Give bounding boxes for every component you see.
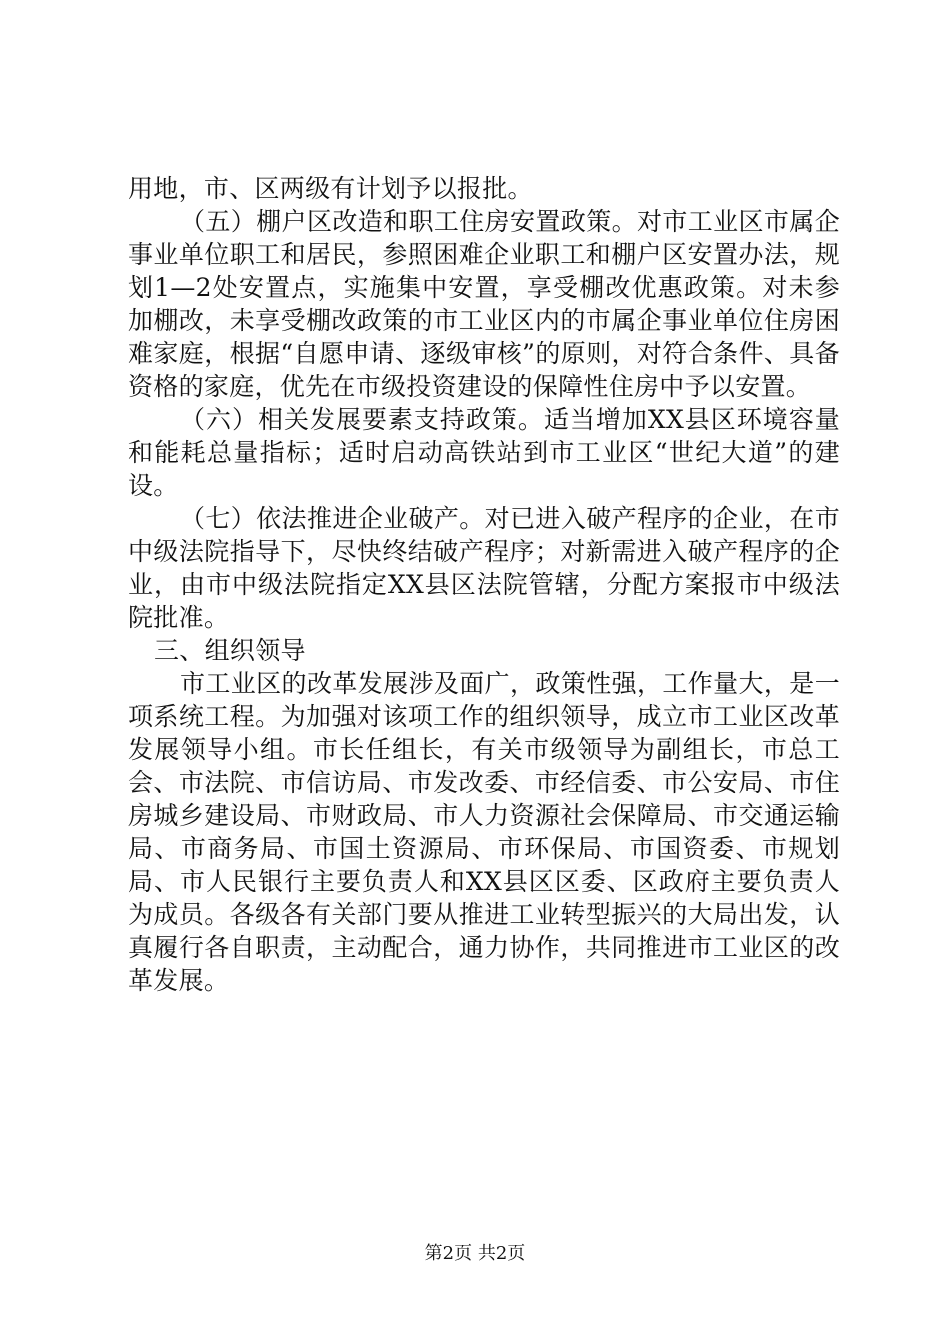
paragraph-organization: 市工业区的改革发展涉及面广，政策性强，工作量大，是一项系统工程。为加强对该项工作的组织领导，成立市工业区改革发展领导小组。市长任组长，有关市级领导为副组长，市总工会、市法院、市信访局、市发改委、市经信委、市公安局、市住房城乡建设局、市财政局、市人力资源社会保障局、市交通运输局、市商务局、市国土资源局、市环保局、市国资委、市规划局、市人民银行主要负责人和XX县区区委、区政府主要负责人为成员。各级各有关部门要从推进工业转型振兴的大局出发，认真履行各自职责，主动配合，通力协作，共同推进市工业区的改革发展。	[128, 669, 840, 995]
paragraph-section-7: （七）依法推进企业破产。对已进入破产程序的企业，在市中级法院指导下，尽快终结破产程序；对新需进入破产程序的企业，由市中级法院指定XX县区法院管辖，分配方案报市中级法院批准。	[128, 504, 840, 632]
paragraph-continuation: 用地，市、区两级有计划予以报批。	[128, 174, 533, 203]
page-number-footer: 第2页 共2页	[424, 1243, 526, 1264]
paragraph-section-5: （五）棚户区改造和职工住房安置政策。对市工业区市属企事业单位职工和居民，参照困难企业职工和棚户区安置办法，规划1—2处安置点，实施集中安置，享受棚改优惠政策。对未参加棚改，未享受棚改政策的市工业区内的市属企事业单位住房困难家庭，根据“自愿申请、逐级审核”的原则，对符合条件、具备资格的家庭，优先在市级投资建设的保障性住房中予以安置。	[128, 207, 840, 401]
document-body	[128, 172, 840, 997]
paragraph-section-6: （六）相关发展要素支持政策。适当增加XX县区环境容量和能耗总量指标；适时启动高铁站到市工业区“世纪大道”的建设。	[128, 405, 840, 500]
section-heading-organization: 三、组织领导	[154, 636, 306, 665]
